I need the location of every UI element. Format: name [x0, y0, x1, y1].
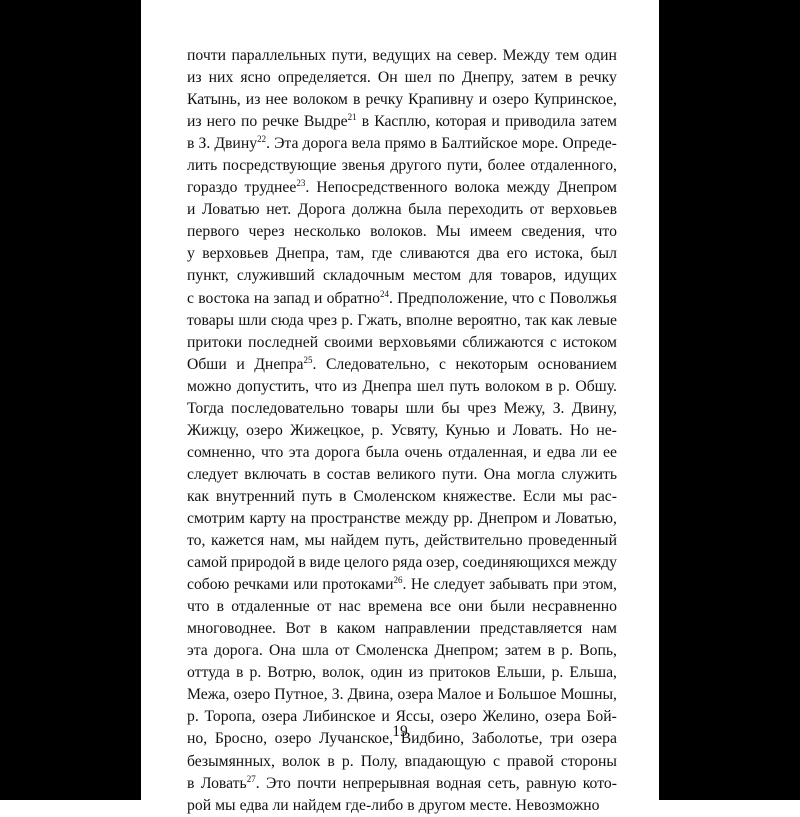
footnote-marker: 25 [303, 354, 313, 365]
text-line: Межа, озеро Путное, З. Двина, озера Малое и Большое Мошны, [187, 686, 617, 704]
text-line: из них ясно определяется. Он шел по Днепру, затем в речку [187, 69, 617, 87]
footnote-marker: 27 [246, 773, 256, 784]
text-line: р. Торопа, озера Либинское и Яссы, озеро Желино, озера Бой- [187, 708, 617, 726]
text-line: почти параллельных пути, ведущих на север. Между тем один [187, 47, 617, 64]
book-page [141, 0, 659, 814]
text-line: у верховьев Днепра, там, где сливаются два его истока, был [187, 245, 617, 263]
footnote-marker: 21 [347, 112, 357, 123]
text-line: эта дорога. Она шла от Смоленска Днепром; затем в р. Вопь, [187, 642, 617, 660]
text-line: смотрим карту на пространстве между рр. Днепром и Ловатью, [187, 509, 617, 527]
text-line: оттуда в р. Вотрю, волок, один из притоков Ельши, р. Ельша, [187, 664, 617, 682]
page-number: 19 [392, 723, 408, 740]
text-line: но, Бросно, озеро Лучанское, Видбино, Заболотье, три озера [187, 730, 617, 748]
text-line: следует включать в состав великого пути. Она могла служить [187, 465, 617, 483]
body-text [187, 45, 617, 817]
text-line: собою речками или протоками$^{26}$. Не следует забывать при этом, [187, 575, 617, 594]
text-line: сомненно, что эта дорога была очень отдаленная, и едва ли ее [187, 443, 617, 461]
footnote-marker: 23 [296, 178, 306, 189]
footnote-marker: 24 [379, 288, 389, 299]
text-line: пункт, служивший складочным местом для товаров, идущих [187, 267, 617, 285]
text-line: Тогда последовательно товары шли бы чрез Межу, З. Двину, [187, 399, 617, 417]
footnote-marker: 22 [257, 134, 267, 145]
text-line: из него по речке Выдре$^{21}$ в Касплю, которая и приводила затем [187, 112, 617, 131]
text-line: Катынь, из нее волоком в речку Крапивну и озеро Купринское, [187, 91, 617, 109]
text-line: гораздо труднее$^{23}$. Непосредственного волока между Днепром [187, 178, 617, 197]
text-line: рой мы едва ли найдем где-либо в другом месте. Невозможно [187, 796, 600, 814]
text-line: можно допустить, что из Днепра шел путь волоком в р. Обшу. [187, 377, 617, 395]
text-line: с востока на запад и обратно$^{24}$. Предположение, что с Поволжья [187, 288, 617, 307]
text-line: многоводнее. Вот в каком направлении представляется нам [187, 620, 617, 638]
text-line: Жижцу, озеро Жижецкое, р. Усвяту, Кунью и Ловать. Но не- [187, 421, 617, 439]
right-dark-margin [659, 0, 800, 800]
text-line: то, кажется нам, мы найдем путь, действительно проведенный [187, 532, 617, 550]
text-line: первого через несколько волоков. Мы имеем сведения, что [187, 223, 617, 241]
text-line: лить посредствующие звенья другого пути, более отдаленного, [187, 157, 617, 175]
text-line: товары шли сюда чрез р. Гжать, вполне вероятно, так как левые [187, 311, 617, 329]
text-line: притоки последней своими верховьями сближаются с истоком [187, 333, 617, 351]
text-line: самой природой в виде целого ряда озер, соединяющихся между [187, 554, 617, 572]
text-line: как внутренний путь в Смоленском княжестве. Если мы рас- [187, 487, 617, 505]
text-line: Обши и Днепра$^{25}$. Следовательно, с некоторым основанием [187, 354, 617, 373]
text-line: в З. Двину$^{22}$. Эта дорога вела прямо в Балтийское море. Опреде- [187, 134, 617, 153]
left-dark-margin [0, 0, 141, 800]
text-line: и Ловатью нет. Дорога должна была переходить от верховьев [187, 201, 617, 219]
text-line: безымянных, волок в р. Полу, впадающую с правой стороны [187, 752, 617, 770]
text-line: что в отдаленные от нас времена все они были несравненно [187, 598, 617, 616]
text-line: в Ловать$^{27}$. Это почти непрерывная водная сеть, равную кото- [187, 773, 617, 792]
footnote-marker: 26 [393, 575, 403, 586]
